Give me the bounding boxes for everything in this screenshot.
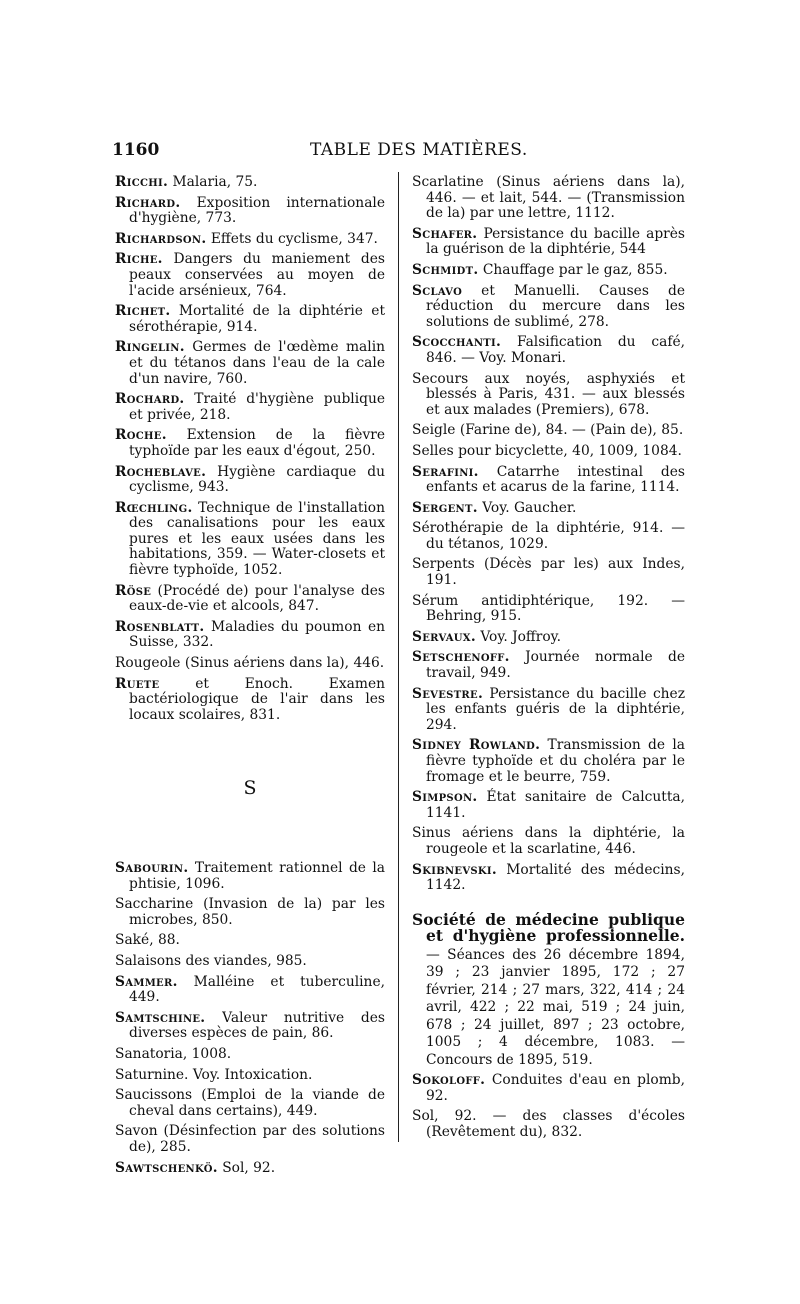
- entry-text: Falsification du café, 846. — Voy. Monari.: [426, 334, 685, 366]
- index-entry: [115, 954, 385, 970]
- entry-text: Rougeole (Sinus aériens dans la), 446.: [115, 655, 385, 672]
- index-entry: [115, 975, 385, 1006]
- left-column: [115, 175, 385, 1181]
- index-entry: [412, 557, 685, 588]
- index-entry: [412, 501, 685, 517]
- entry-author-name: Rocheblave.: [115, 463, 207, 480]
- entry-text: Malaria, 75.: [168, 174, 258, 190]
- index-entry: [412, 826, 685, 857]
- running-title: TABLE DES MATIÈRES.: [310, 140, 528, 160]
- entry-text: et Enoch. Examen bactériologique de l'air dans les locaux scolaires, 831.: [129, 675, 385, 723]
- entry-author-name: Schmidt.: [412, 261, 479, 278]
- entry-text: Valeur nutritive des diverses espèces de pain, 86.: [129, 1009, 385, 1042]
- entry-author-name: Sidney Rowland.: [412, 737, 541, 754]
- index-entry: [412, 335, 685, 366]
- index-entry: [412, 175, 685, 222]
- society-text: — Séances des 26 décembre 1894, 39 ; 23 janvier 1895, 172 ; 27 février, 214 ; 27 mars, 322, 414 ; 24 avril, 422 ; 22 mai, 519 ; 24 juin, 678 ; 24 juillet, 897 ; 23 octobre, 1005 ; 4 décembre, 1083. — Concours de 1895, 519.: [426, 946, 685, 1068]
- entry-author-name: Ricchi.: [115, 174, 169, 190]
- index-entry: [115, 1161, 385, 1177]
- entry-text: Sérothérapie de la diphtérie, 914. — du tétanos, 1029.: [412, 520, 685, 552]
- entry-author-name: Sclavo: [412, 282, 463, 299]
- index-entry: [412, 372, 685, 419]
- entry-text: Sanatoria, 1008.: [115, 1045, 232, 1062]
- entry-text: Sol, 92. — des classes d'écoles (Revêtement du), 832.: [412, 1108, 685, 1141]
- entry-text: Transmission de la fièvre typhoïde et du choléra par le fromage et le beurre, 759.: [426, 737, 685, 785]
- entry-text: Salaisons des viandes, 985.: [115, 952, 307, 969]
- index-entry: [115, 501, 385, 579]
- index-entry: [115, 677, 385, 724]
- index-entry: [412, 263, 685, 279]
- entry-text: Chauffage par le gaz, 855.: [478, 261, 668, 278]
- index-entry: [115, 584, 385, 615]
- index-entry: [115, 620, 385, 651]
- index-entry: [115, 1047, 385, 1063]
- entry-text: et Manuelli. Causes de réduction du mercure dans les solutions de sublimé, 278.: [426, 282, 685, 330]
- index-entries-r: [115, 175, 385, 723]
- entry-author-name: Sammer.: [115, 973, 178, 990]
- index-entry: [115, 1088, 385, 1119]
- entry-text: Effets du cyclisme, 347.: [206, 230, 378, 247]
- entry-text: Scarlatine (Sinus aériens dans la), 446. — et lait, 544. — (Transmission de la) par une lettre, 1112.: [412, 174, 685, 222]
- entry-author-name: Ruete: [115, 675, 160, 692]
- page-number: 1160: [112, 140, 160, 160]
- index-entry: [412, 687, 685, 734]
- entry-text: Traitement rationnel de la phtisie, 1096.: [129, 860, 385, 892]
- entry-author-name: Rochard.: [115, 391, 185, 408]
- entry-text: Extension de la fièvre typhoïde par les eaux d'égout, 250.: [129, 427, 385, 459]
- index-entry: [412, 790, 685, 821]
- index-entry: [115, 656, 385, 672]
- entry-author-name: Rosenblatt.: [115, 618, 205, 635]
- entry-text: Malléine et tuberculine, 449.: [129, 973, 385, 1006]
- entry-author-name: Sawtschenkö.: [115, 1159, 218, 1176]
- index-entry: [115, 304, 385, 335]
- entry-author-name: Riche.: [115, 251, 163, 268]
- index-entry: [412, 630, 685, 646]
- index-entry: [115, 392, 385, 423]
- entry-text: Sérum antidiphtérique, 192. — Behring, 915.: [412, 592, 685, 625]
- entry-author-name: Sabourin.: [115, 860, 189, 876]
- index-entry: [115, 175, 385, 191]
- index-entries-end: [412, 1073, 685, 1140]
- section-letter-heading: S: [243, 777, 257, 800]
- entry-text: Sol, 92.: [217, 1159, 276, 1176]
- entry-text: Voy. Joffroy.: [475, 628, 561, 645]
- index-entry: [115, 933, 385, 949]
- index-entry: [115, 897, 385, 928]
- entry-text: Germes de l'œdème malin et du tétanos dans l'eau de la cale d'un navire, 760.: [129, 339, 385, 387]
- entry-author-name: Richard.: [115, 194, 181, 211]
- index-entries-s: [115, 861, 385, 1176]
- entry-author-name: Schafer.: [412, 225, 478, 242]
- index-entries-right: [412, 175, 685, 894]
- entry-text: Conduites d'eau en plomb, 92.: [426, 1072, 685, 1104]
- index-entry: [412, 521, 685, 552]
- entry-author-name: Samtschine.: [115, 1009, 206, 1026]
- entry-text: Dangers du maniement des peaux conservées au moyen de l'acide arsénieux, 764.: [129, 251, 385, 299]
- index-entry: [115, 252, 385, 299]
- entry-text: Selles pour bicyclette, 40, 1009, 1084.: [412, 442, 682, 459]
- entry-text: Sinus aériens dans la diphtérie, la rougeole et la scarlatine, 446.: [412, 825, 685, 857]
- entry-author-name: Simpson.: [412, 789, 478, 806]
- index-entry: [412, 863, 685, 894]
- entry-text: Seigle (Farine de), 84. — (Pain de), 85.: [412, 422, 684, 439]
- entry-text: Persistance du bacille après la guérison de la diphtérie, 544: [426, 225, 685, 258]
- entry-text: (Procédé de) pour l'analyse des eaux-de-vie et alcools, 847.: [129, 582, 385, 615]
- entry-text: Exposition internationale d'hygiène, 773.: [129, 194, 385, 227]
- index-entry: [412, 444, 685, 460]
- entry-text: Mortalité de la diphtérie et sérothérapie, 914.: [129, 303, 385, 335]
- column-divider: [398, 172, 399, 1142]
- entry-text: Voy. Gaucher.: [477, 499, 577, 516]
- index-entry: [115, 1068, 385, 1084]
- entry-text: Technique de l'installation des canalisations pour les eaux pures et les eaux usées dans les habitations, 359. — Water-closets et fièvre typhoïde, 1052.: [129, 499, 385, 579]
- entry-text: Secours aux noyés, asphyxiés et blessés à Paris, 431. — aux blessés et aux malades (Premiers), 678.: [412, 370, 685, 418]
- entry-text: Mortalité des médecins, 1142.: [426, 861, 685, 894]
- entry-text: Savon (Désinfection par des solutions de), 285.: [115, 1123, 385, 1155]
- index-entry: [115, 1011, 385, 1042]
- entry-author-name: Sokoloff.: [412, 1072, 486, 1089]
- entry-text: Saturnine. Voy. Intoxication.: [115, 1066, 313, 1083]
- entry-text: Persistance du bacille chez les enfants guéris de la diphtérie, 294.: [426, 685, 685, 733]
- entry-author-name: Scocchanti.: [412, 334, 502, 351]
- entry-text: État sanitaire de Calcutta, 1141.: [426, 789, 685, 821]
- entry-text: Maladies du poumon en Suisse, 332.: [129, 618, 385, 651]
- index-entry: [412, 738, 685, 785]
- index-entry: [412, 423, 685, 439]
- entry-text: Saucissons (Emploi de la viande de cheval dans certains), 449.: [115, 1087, 385, 1119]
- entry-text: Journée normale de travail, 949.: [426, 649, 685, 682]
- entry-text: Traité d'hygiène publique et privée, 218.: [129, 391, 385, 423]
- index-entry: [412, 594, 685, 625]
- index-entry: [412, 1073, 685, 1104]
- entry-text: Saccharine (Invasion de la) par les microbes, 850.: [115, 896, 385, 928]
- entry-author-name: Roche.: [115, 427, 167, 444]
- index-entry: [115, 340, 385, 387]
- index-entry: [115, 465, 385, 496]
- entry-text: Saké, 88.: [115, 932, 180, 949]
- entry-author-name: Röse: [115, 582, 152, 599]
- entry-author-name: Richardson.: [115, 230, 207, 247]
- entry-author-name: Skibnevski.: [412, 861, 498, 878]
- index-entry: [115, 196, 385, 227]
- entry-text: Hygiène cardiaque du cyclisme, 943.: [129, 463, 385, 496]
- index-entry: [412, 465, 685, 496]
- index-entry: [412, 650, 685, 681]
- right-column: [412, 175, 685, 1146]
- society-title: Société de médecine publique et d'hygiène professionnelle.: [412, 909, 685, 946]
- entry-author-name: Sergent.: [412, 499, 478, 516]
- entry-author-name: Servaux.: [412, 628, 476, 645]
- index-entry: [412, 227, 685, 258]
- page-header: [112, 140, 692, 168]
- entry-author-name: Serafini.: [412, 463, 479, 480]
- entry-author-name: Setschenoff.: [412, 649, 510, 666]
- entry-author-name: Richet.: [115, 303, 171, 320]
- entry-author-name: Ringelin.: [115, 339, 185, 356]
- entry-text: Catarrhe intestinal des enfants et acarus de la farine, 1114.: [426, 463, 685, 496]
- index-entry: [412, 1109, 685, 1140]
- index-entry: [115, 861, 385, 892]
- index-entry: [115, 428, 385, 459]
- index-entry: [115, 1124, 385, 1155]
- society-entry: [412, 909, 685, 1069]
- index-entry: [412, 284, 685, 331]
- entry-author-name: Rœchling.: [115, 499, 193, 516]
- entry-text: Serpents (Décès par les) aux Indes, 191.: [412, 556, 685, 589]
- entry-author-name: Sevestre.: [412, 685, 484, 702]
- index-entry: [115, 232, 385, 248]
